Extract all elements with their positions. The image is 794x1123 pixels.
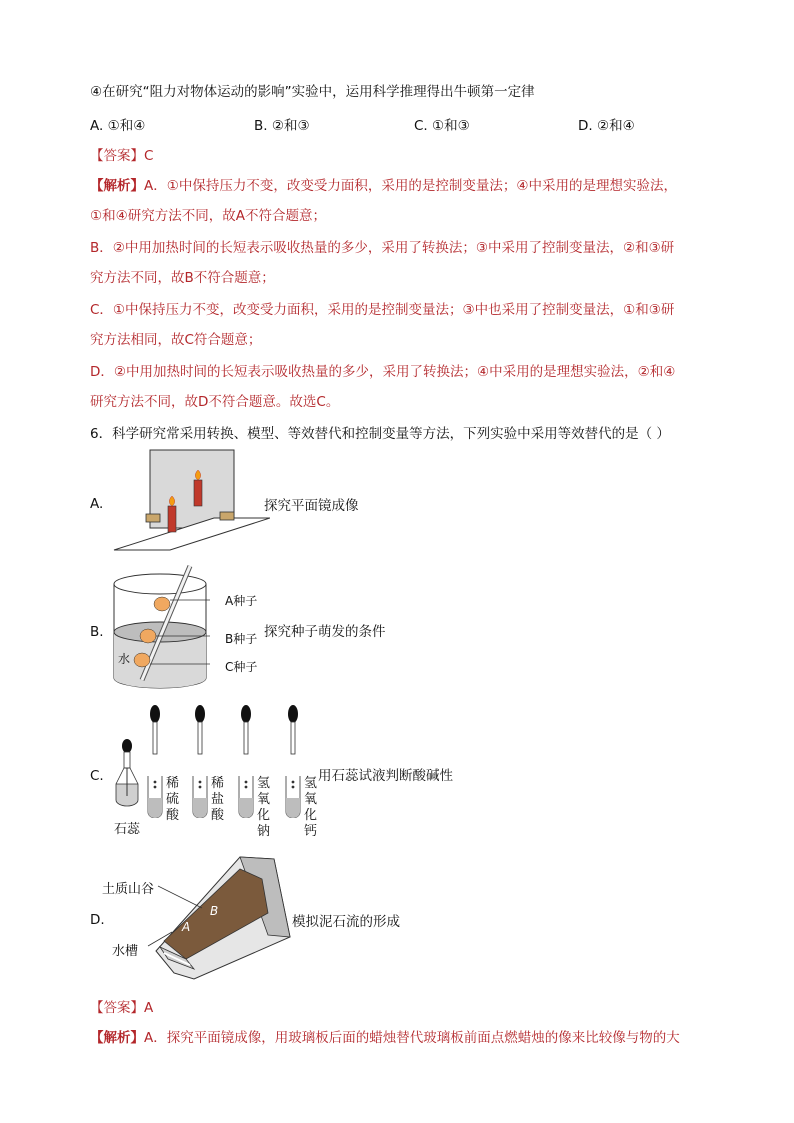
q5-stem-line: ④在研究“阻力对物体运动的影响”实验中，运用科学推理得出牛顿第一定律 (90, 84, 535, 100)
dilute-hydrochloric-acid-label: 稀盐酸 (211, 776, 225, 823)
q6-option-b-caption: 探究种子萌发的条件 (264, 624, 386, 640)
calcium-hydroxide-label: 氢氧化钙 (304, 776, 318, 839)
seed-germination-figure (110, 564, 210, 692)
q5-answer: 【答案】C (90, 148, 154, 164)
q5-analysis-line-5: C．①中保持压力不变，改变受力面积，采用的是控制变量法；③中也采用了控制变量法，①和③研 (90, 302, 675, 318)
q6-option-d-letter: D. (90, 912, 105, 928)
q6-option-c-caption: 用石蕊试液判断酸碱性 (318, 768, 453, 784)
q6-option-b-letter: B. (90, 624, 104, 640)
q6-option-d-caption: 模拟泥石流的形成 (292, 914, 400, 930)
litmus-label: 石蕊 (114, 822, 141, 837)
q6-option-a-letter: A. (90, 496, 104, 512)
water-tank-label: 水槽 (112, 944, 139, 959)
q5-option-a: A. ①和④ (90, 118, 146, 134)
q5-analysis-line-7: D．②中用加热时间的长短表示吸收热量的多少，采用了转换法；④中采用的是理想实验法，②和④ (90, 364, 676, 380)
region-b-label: B (210, 904, 219, 918)
q5-option-c: C. ①和③ (414, 118, 470, 134)
seed-c-label: C种子 (225, 660, 258, 674)
q5-analysis-line-3: B．②中用加热时间的长短表示吸收热量的多少，采用了转换法；③中采用了控制变量法，②和③研 (90, 240, 675, 256)
seed-a-label: A种子 (225, 594, 258, 608)
q5-analysis-line-2: ①和④研究方法不同，故A不符合题意； (90, 208, 326, 224)
q6-option-c-letter: C. (90, 768, 104, 784)
water-label: 水 (118, 652, 131, 666)
plane-mirror-figure (110, 446, 270, 554)
seed-b-label: B种子 (225, 632, 258, 646)
region-a-label: A (182, 920, 191, 934)
q6-analysis-line-1: 【解析】A．探究平面镜成像，用玻璃板后面的蜡烛替代玻璃板前面点燃蜡烛的像来比较像与物的大 (90, 1030, 680, 1046)
q5-analysis-line-1: 【解析】A．①中保持压力不变，改变受力面积，采用的是控制变量法；④中采用的是理想实验法， (90, 178, 677, 194)
sodium-hydroxide-label: 氢氧化钠 (257, 776, 271, 839)
q5-analysis-line-8: 研究方法不同，故D不符合题意。故选C。 (90, 394, 340, 410)
q5-option-b: B. ②和③ (254, 118, 310, 134)
debris-flow-leader-lines (140, 880, 220, 960)
q6-answer: 【答案】A (90, 1000, 154, 1016)
earthen-valley-label: 土质山谷 (102, 882, 155, 897)
q5-analysis-line-6: 究方法相同，故C符合题意； (90, 332, 262, 348)
q5-analysis-line-4: 究方法不同，故B不符合题意； (90, 270, 275, 286)
q5-option-d: D. ②和④ (578, 118, 635, 134)
dilute-sulfuric-acid-label: 稀硫酸 (166, 776, 180, 823)
q6-option-a-caption: 探究平面镜成像 (264, 498, 359, 514)
q6-stem: 6．科学研究常采用转换、模型、等效替代和控制变量等方法，下列实验中采用等效替代的是（ ） (90, 426, 670, 442)
